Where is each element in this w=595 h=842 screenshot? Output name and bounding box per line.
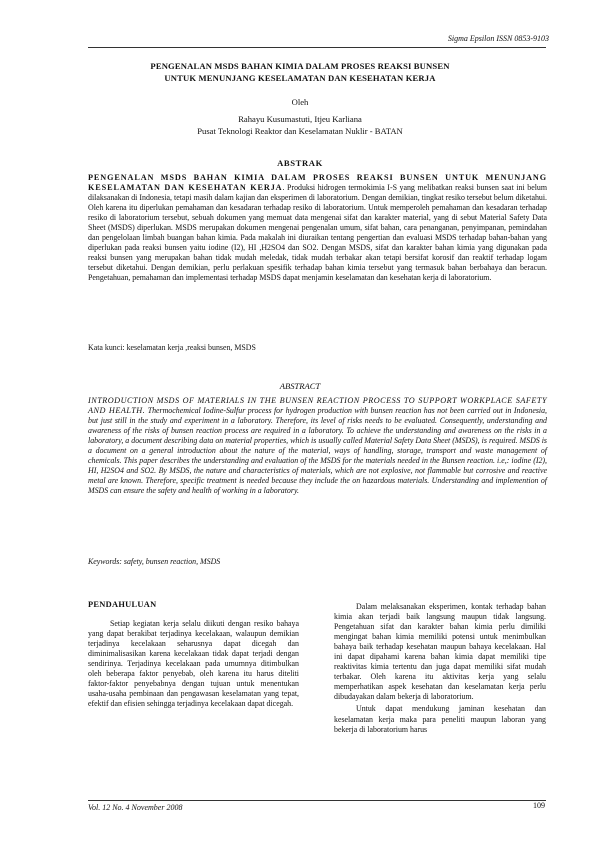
right-paragraph-1: Dalam melaksanakan eksperimen, kontak terhadap bahan kimia akan terjadi baik langsung maupun tidak langsung. Pengetahuan sifat dan karakter bahan kimia perlu dimiliki mengingat bahan kimia memiliki potensi untuk menimbulkan bahaya baik terhadap kesehatan maupun bahaya kecelakaan. Hal ini dapat dipahami karena bahan kimia dapat memiliki tipe reaktivitas kimia tertentu dan juga dapat memiliki sifat mudah terbakar. Oleh karena itu aktivitas kerja yang selalu memperhatikan aspek kesehatan dan keselamatan kerja perlu dibudayakan dalam bekerja di laboratorium. [334,602,546,702]
paper-title [80,60,520,84]
abstrak-lead: PENGENALAN MSDS BAHAN KIMIA DALAM PROSES REAKSI BUNSEN UNTUK MENUNJANG KESELAMATAN DAN KESEHATAN KERJA [88,173,547,193]
section-heading-pendahuluan: PENDAHULUAN [88,600,157,609]
keywords: Keywords: safety, bunsen reaction, MSDS [88,557,221,566]
left-paragraph-1: Setiap kegiatan kerja selalu diikuti dengan resiko bahaya yang dapat berakibat terjadinya kecelakaan, walaupun demikian terjadinya kecelakaan seharusnya dapat dicegah dan diminimalisasikan karena kecelakaan tidak dapat terjadi dengan sendirinya. Terjadinya kecelakaan pada umumnya ditimbulkan oleh beberapa faktor penyebab, oleh karena itu harus diteliti faktor-faktor penyebabnya dengan tujuan untuk menentukan usaha-usaha pembinaan dan pengawasan keselamatan yang tepat, efektif dan efisien sehingga terjadinya kecelakaan dapat dicegah. [88,619,299,709]
header-rule [88,47,546,48]
author-block [80,114,520,137]
body-left-column [88,600,299,709]
affiliation: Pusat Teknologi Reaktor dan Keselamatan Nuklir - BATAN [197,125,403,136]
author-names: Rahayu Kusumastuti, Itjeu Karliana [238,114,362,124]
kata-kunci: Kata kunci: keselamatan kerja ,reaksi bunsen, MSDS [88,343,256,352]
page-number: 109 [533,801,545,810]
abstrak-body: . Produksi hidrogen termokimia I-S yang melibatkan reaksi bunsen saat ini belum dilaksanakan di Indonesia, tetapi masih dalam kajian dan eksperimen di laboratorium. Dengan demikian, tingkat resiko tersebut belum diketahui. Oleh karena itu diperlukan pemahaman dan kesadaran terhadap resiko di laboratorium. Untuk memperoleh pemahaman dan kesadaran terhadap resiko di laboratorium tersebut, sebuah dokumen yang memuat data mengenai sifat dan karakter material, yang di sebut Material Safety Data Sheet (MSDS) diperlukan. MSDS merupakan dokumen mengenai pengenalan umum, sifat bahan, cara penanganan, penyimpanan, pemindahan dan pengelolaan limbah buangan bahan kimia. Pada makalah ini diuraikan tentang pengertian dan evaluasi MSDS terhadap bahan-bahan yang diperlukan pada reaksi bunsen yaitu iodine (I2), HI ,H2SO4 dan SO2. Dengan MSDS, sifat dan karakter bahan kimia yang digunakan pada reaksi bunsen yang merupakan bahan tidak mudah meledak, tidak mudah terbakar akan tetapi bersifat korosif dan reaktif terhadap logam tersebut diketahui. Dengan demikian, perlu perlakuan spesifik terhadap bahan kimia tersebut yang termasuk bahan berbahaya dan beracun. Pengetahuan, pemahaman dan implementasi terhadap MSDS dapat menjamin keselamatan dan kesehatan kerja di laboratorium. [88,183,547,283]
abstract-lead: INTRODUCTION MSDS OF MATERIALS IN THE BUNSEN REACTION PROCESS TO SUPPORT WORKPLACE SAFETY AND HEALTH. [88,396,547,416]
title-line-1: PENGENALAN MSDS BAHAN KIMIA DALAM PROSES REAKSI BUNSEN [150,61,450,71]
journal-header: Sigma Epsilon ISSN 0853-9103 [447,34,549,43]
abstract-paragraph [88,396,547,496]
right-paragraph-2: Untuk dapat mendukung jaminan kesehatan dan keselamatan kerja maka para peneliti maupun laboran yang bekerja di laboratorium harus [334,704,546,734]
body-right-column [334,602,546,735]
footer-rule [88,800,546,801]
title-line-2: UNTUK MENUNJANG KESELAMATAN DAN KESEHATAN KERJA [164,73,436,83]
abstract-heading: ABSTRACT [279,381,321,391]
abstrak-heading: ABSTRAK [277,158,323,168]
abstrak-paragraph [88,173,547,284]
byline: Oleh [291,97,309,107]
footer-issue: Vol. 12 No. 4 November 2008 [88,803,183,812]
abstract-body: Thermochemical Iodine-Sulfur process for hydrogen production with bunsen reaction has not been carried out in Indonesia, but just still in the study and experiment in a laboratory. Therefore, its level of risks needs to be evaluated. Consequently, understanding and awareness of the risks of bunsen reaction process are required in a laboratory. To achieve the understanding and awareness on the risks in a laboratory, a document describing data on material properties, which is usually called Material Safety Data Sheet (MSDS), is required. MSDS is a document on a general introduction about the nature of the material, ways of handling, storage, transport and waste management of chemicals. This paper describes the understanding and evaluation of the MSDS for the materials needed in the Bunsen reaction. i.e,: iodine (I2), HI, H2SO4 and SO2. By MSDS, the nature and characteristics of materials, which are not explosive, not flammable but corrosive and reactive metal are known. Therefore, specific treatment is needed because they include the on hazardous materials. Understanding and implemention of MSDS can ensure the safety and health of working in a laboratory. [88,406,547,496]
